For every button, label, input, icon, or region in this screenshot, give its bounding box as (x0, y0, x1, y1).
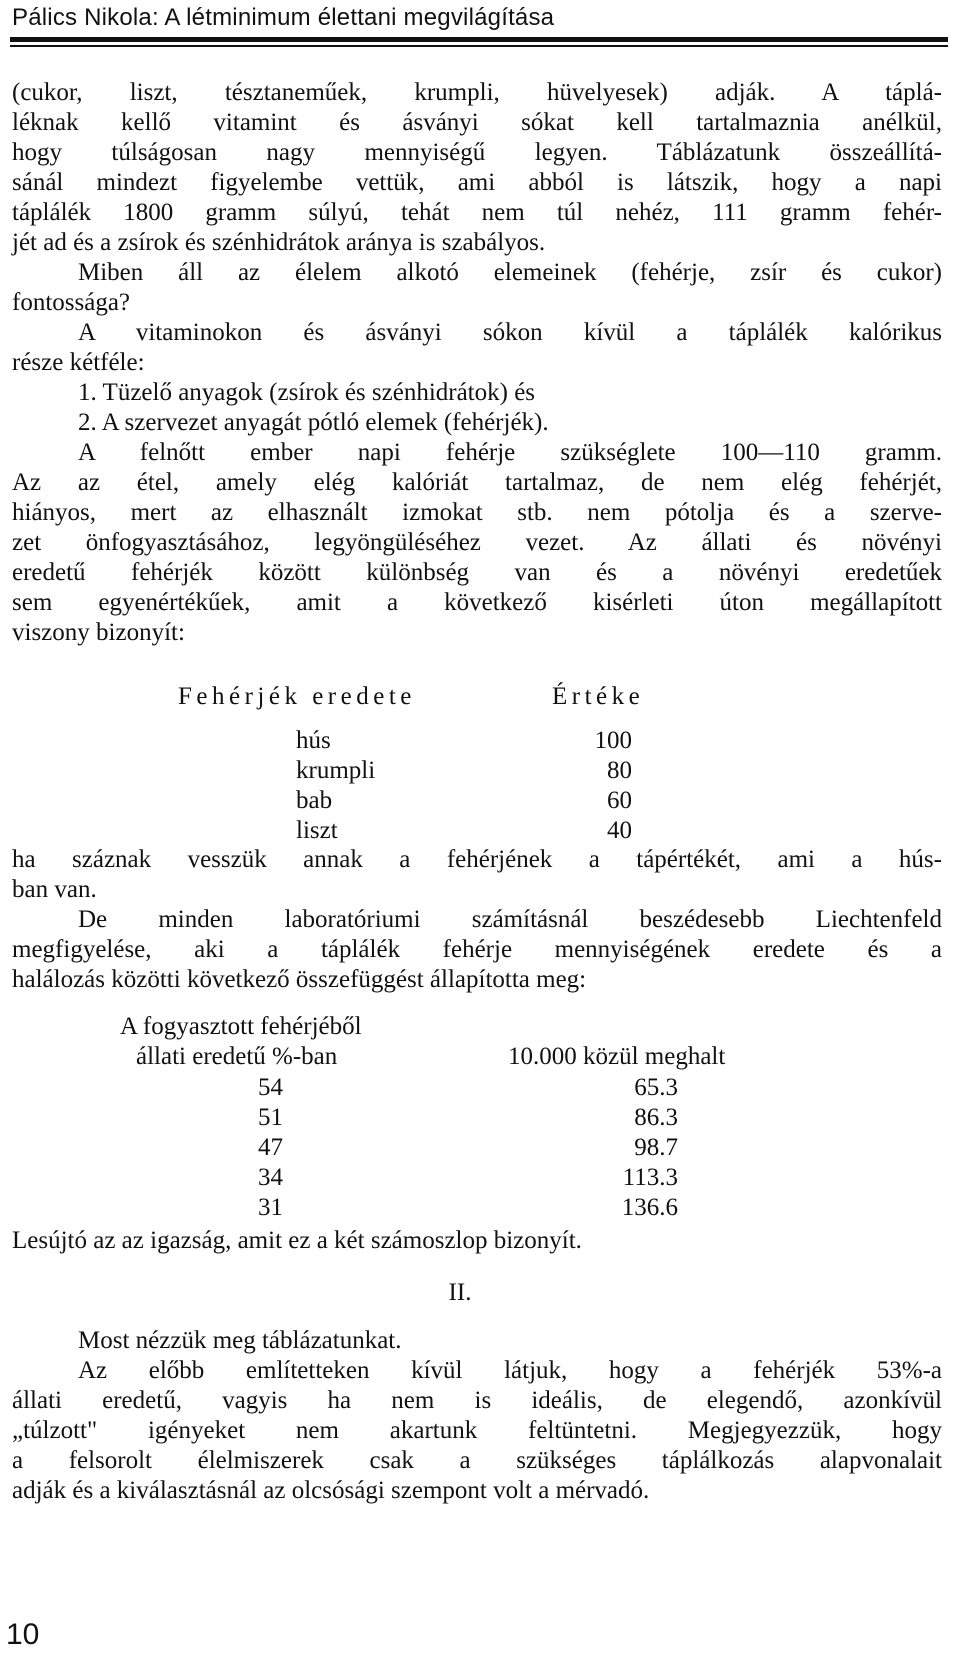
protein-source-cell: hús (296, 727, 331, 754)
protein-source-cell: bab (296, 787, 333, 814)
text-line: viszony bizonyít: (12, 619, 185, 646)
animal-protein-header-line-2: állati eredetű %-ban (136, 1043, 338, 1070)
text-line: Most nézzük meg táblázatunkat. (78, 1327, 402, 1354)
protein-origin-column-header: Fehérjék eredete (178, 683, 416, 710)
text-line: (cukor, liszt, tésztaneműek, krumpli, hüvelyesek) adják. A táplá- (12, 79, 942, 106)
table-row (0, 1193, 960, 1223)
protein-value-cell: 40 (607, 817, 632, 844)
animal-protein-percent-cell: 47 (258, 1134, 283, 1161)
paragraph-block-2 (12, 845, 942, 995)
table-row (0, 1163, 960, 1193)
text-line: A vitaminokon és ásványi sókon kívül a táplálék kalórikus (78, 319, 942, 346)
mortality-table (0, 1073, 960, 1223)
text-line: táplálék 1800 gramm súlyú, tehát nem túl nehéz, 111 gramm fehér- (12, 199, 942, 226)
table-row (0, 726, 960, 756)
section-heading (0, 1278, 960, 1308)
deaths-cell: 86.3 (634, 1104, 678, 1131)
text-line: Miben áll az élelem alkotó elemeinek (fehérje, zsír és cukor) (78, 259, 942, 286)
protein-value-cell: 60 (607, 787, 632, 814)
protein-table-header (0, 682, 960, 714)
protein-source-cell: krumpli (296, 757, 376, 784)
table-row (0, 1133, 960, 1163)
page-number: 10 (6, 1618, 40, 1651)
protein-source-cell: liszt (296, 817, 338, 844)
text-line: léknak kellő vitamint és ásványi sókat kell tartalmaznia anélkül, (12, 109, 942, 136)
deaths-cell: 98.7 (634, 1134, 678, 1161)
text-line: sem egyenértékűek, amit a következő kisérleti úton megállapított (12, 589, 942, 616)
protein-value-cell: 100 (594, 727, 632, 754)
deaths-cell: 65.3 (634, 1074, 678, 1101)
text-line: ban van. (12, 876, 97, 903)
text-line: adják és a kiválasztásnál az olcsósági szempont volt a mérvadó. (12, 1477, 650, 1504)
paragraph-block-4 (12, 1326, 942, 1506)
header-rule-thin (10, 45, 948, 47)
text-line: sánál mindezt figyelembe vettük, ami abból is látszik, hogy a napi (12, 169, 942, 196)
table-row (0, 1103, 960, 1133)
text-line: állati eredetű, vagyis ha nem is ideális, de elegendő, azonkívül (12, 1387, 942, 1414)
table-row (0, 816, 960, 846)
protein-value-cell: 80 (607, 757, 632, 784)
running-head: Pálics Nikola: A létminimum élettani megvilágítása (12, 4, 555, 31)
animal-protein-percent-cell: 51 (258, 1104, 283, 1131)
text-line: hogy túlságosan nagy mennyiségű legyen. Táblázatunk összeállítá- (12, 139, 942, 166)
table-row (0, 756, 960, 786)
text-line: Az az étel, amely elég kalóriát tartalmaz, de nem elég fehérjét, (12, 469, 942, 496)
text-line: a felsorolt élelmiszerek csak a szükséges táplálkozás alapvonalait (12, 1447, 942, 1474)
text-line: Az előbb említetteken kívül látjuk, hogy a fehérjék 53%-a (78, 1357, 942, 1384)
paragraph-block-1 (12, 78, 942, 648)
text-line: hiányos, mert az elhasznált izmokat stb. nem pótolja és a szerve- (12, 499, 942, 526)
text-line: 1. Tüzelő anyagok (zsírok és szénhidrátok) és (78, 379, 536, 406)
text-line: „túlzott" igényeket nem akartunk feltüntetni. Megjegyezzük, hogy (12, 1417, 942, 1444)
header-rule-thick (10, 37, 948, 42)
deaths-cell: 136.6 (621, 1194, 678, 1221)
text-line: halálozás közötti következő összefüggést állapította meg: (12, 966, 587, 993)
text-line: Lesújtó az az igazság, amit ez a két számoszlop bizonyít. (12, 1227, 582, 1254)
text-line: fontossága? (12, 289, 131, 316)
text-line: 2. A szervezet anyagát pótló elemek (fehérjék). (78, 409, 549, 436)
section-number: II. (448, 1279, 472, 1306)
text-line: A felnőtt ember napi fehérje szükséglete 100—110 gramm. (78, 439, 942, 466)
deaths-cell: 113.3 (622, 1164, 678, 1191)
animal-protein-percent-cell: 31 (258, 1194, 283, 1221)
text-line: zet önfogyasztásához, legyöngüléséhez vezet. Az állati és növényi (12, 529, 942, 556)
text-line: megfigyelése, aki a táplálék fehérje mennyiségének eredete és a (12, 936, 942, 963)
paragraph-block-3 (12, 1226, 942, 1256)
table-row (0, 786, 960, 816)
text-line: része kétféle: (12, 349, 145, 376)
text-line: jét ad és a zsírok és szénhidrátok aránya is szabályos. (12, 229, 546, 256)
text-line: De minden laboratóriumi számításnál beszédesebb Liechtenfeld (78, 906, 942, 933)
table-row (0, 1073, 960, 1103)
animal-protein-percent-cell: 54 (258, 1074, 283, 1101)
text-line: eredetű fehérjék között különbség van és a növényi eredetűek (12, 559, 942, 586)
animal-protein-header-line-1: A fogyasztott fehérjéből (120, 1013, 362, 1040)
value-column-header: Értéke (552, 683, 645, 710)
protein-table (0, 726, 960, 846)
animal-protein-percent-cell: 34 (258, 1164, 283, 1191)
text-line: ha száznak vesszük annak a fehérjének a tápértékét, ami a hús- (12, 846, 942, 873)
deaths-column-header: 10.000 közül meghalt (508, 1043, 726, 1070)
